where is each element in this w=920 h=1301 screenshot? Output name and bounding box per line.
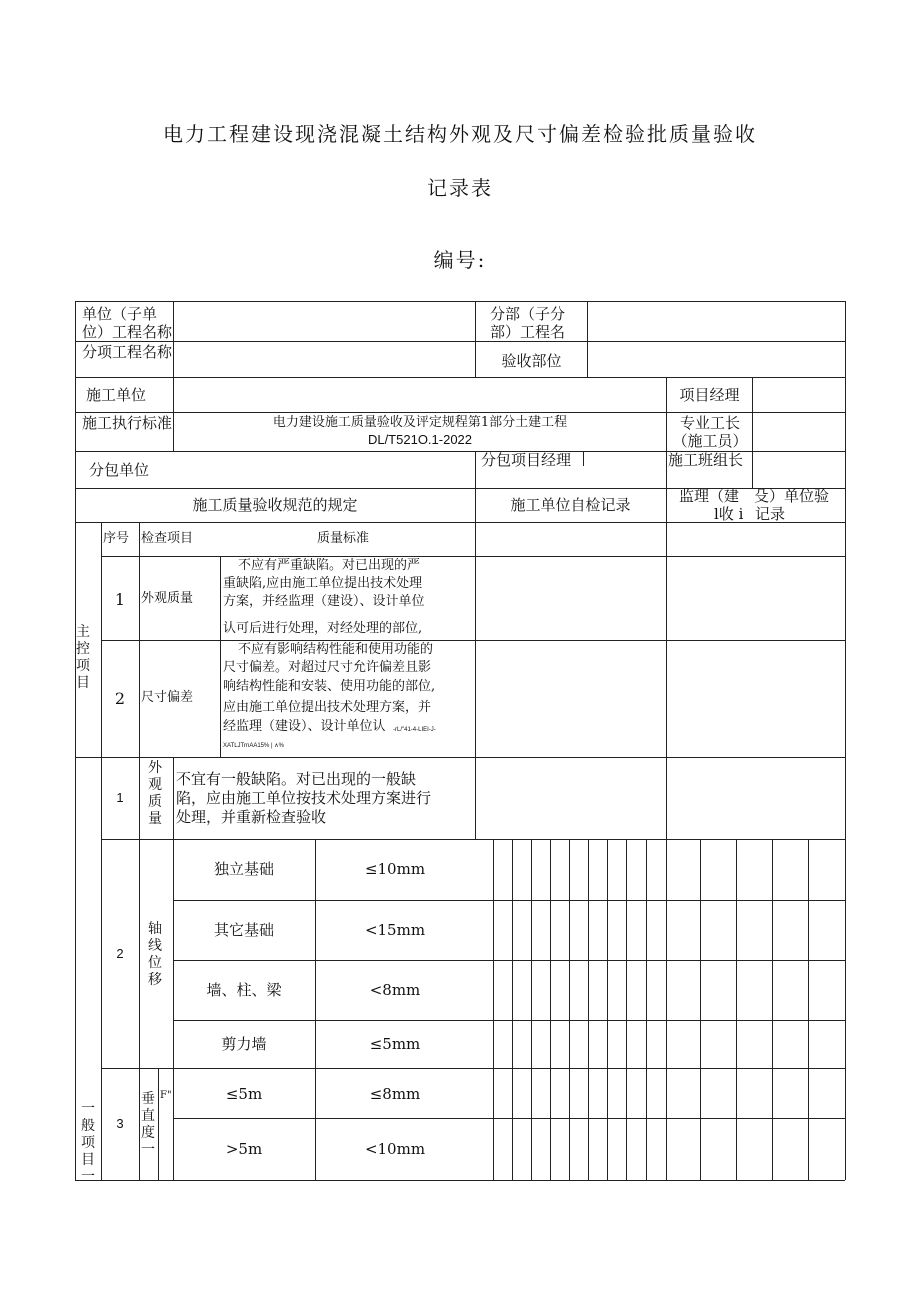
unit-name-label: 单位（子单位）工程名称 bbox=[82, 305, 173, 341]
vertical-row-2-label: >5m bbox=[225, 1140, 263, 1158]
sub-project-manager-label: 分包项目经理 bbox=[481, 451, 572, 469]
division-name-label: 分部（子分部）工程名 bbox=[490, 305, 566, 341]
subitem-name-label: 分项工程名称 bbox=[82, 343, 173, 361]
general-group-label: 一般项目一 bbox=[81, 1101, 95, 1185]
general-item-1-name: 外观质量 bbox=[148, 760, 162, 827]
supervisor-header-line1: 监理（建 bbox=[679, 487, 740, 505]
standard-value-line2: DL/T521O.1-2022 bbox=[367, 432, 473, 447]
axis-row-1-limit: ≤10mm bbox=[364, 860, 426, 878]
main-item-2-tiny-line: XATLJTrnAA15% | ∧% bbox=[223, 743, 284, 749]
main-item-2-text-5: 经监理（建设）、设计单位认 bbox=[223, 719, 386, 734]
document-title-line2: 记录表 bbox=[427, 176, 493, 200]
supervisor-header-line3: l收 i bbox=[714, 505, 744, 523]
main-item-2-text-4: 应由施工单位提出技术处理方案，并 bbox=[223, 700, 432, 715]
vertical-row-2-limit: <10mm bbox=[364, 1140, 426, 1158]
standard-column-header: 质量标准 bbox=[317, 531, 370, 546]
general-item-3-mark: F" bbox=[160, 1090, 172, 1101]
spec-column-header: 施工质量验收规范的规定 bbox=[192, 496, 358, 514]
main-item-1-text-1: 不应有严重缺陷。对已出现的严 bbox=[238, 558, 421, 573]
main-item-2-text-3: 响结构性能和安装、使用功能的部位, bbox=[223, 679, 436, 694]
main-item-2-text-2: 尺寸偏差。对超过尺寸允许偏差且影 bbox=[223, 660, 432, 675]
axis-row-2-label: 其它基础 bbox=[213, 921, 274, 939]
general-item-3-seq: 3 bbox=[116, 1116, 124, 1131]
project-manager-label: 项目经理 bbox=[679, 386, 740, 404]
self-check-column-header: 施工单位自检记录 bbox=[510, 496, 631, 514]
axis-row-3-label: 墙、柱、梁 bbox=[206, 981, 282, 999]
document-title-line1: 电力工程建设现浇混凝土结构外观及尺寸偏差检验批质量验收 bbox=[163, 122, 757, 146]
general-item-2-name: 轴线位移 bbox=[148, 921, 162, 988]
main-item-2-text-1: 不应有影响结构性能和使用功能的 bbox=[238, 642, 434, 657]
general-item-1-text-1: 不宜有一般缺陷。对已出现的一般缺 bbox=[176, 770, 417, 788]
axis-row-1-label: 独立基础 bbox=[213, 860, 274, 878]
item-column-header: 检查项目 bbox=[141, 531, 194, 546]
standard-value-line1: 电力建设施工质量验收及评定规程第1部分土建工程 bbox=[272, 415, 568, 430]
subcontractor-label: 分包单位 bbox=[89, 461, 150, 479]
vertical-row-1-label: ≤5m bbox=[225, 1085, 263, 1103]
document-number-label: 编号: bbox=[433, 248, 487, 272]
construction-unit-label: 施工单位 bbox=[86, 386, 147, 404]
main-control-group-label: 主控项目 bbox=[76, 624, 90, 691]
acceptance-part-label: 验收部位 bbox=[501, 352, 562, 370]
supervisor-header-line2: 殳）单位验 bbox=[754, 487, 830, 505]
main-item-1-name: 外观质量 bbox=[141, 591, 194, 606]
main-item-1-text-3: 方案，并经监理（建设）、设计单位 bbox=[223, 594, 425, 609]
vertical-row-1-limit: ≤8mm bbox=[369, 1085, 421, 1103]
main-item-1-text-4: 认可后进行处理，对经处理的部位, bbox=[223, 621, 423, 636]
main-item-1-text-2: 重缺陷,应由施工单位提出技术处理 bbox=[223, 576, 423, 591]
main-item-2-seq: 2 bbox=[114, 689, 126, 708]
general-item-3-name: 垂直度一 bbox=[141, 1091, 155, 1158]
team-leader-label: 施工班组长 bbox=[668, 451, 744, 469]
general-item-1-seq: 1 bbox=[116, 790, 124, 805]
main-item-1-seq: 1 bbox=[114, 590, 126, 609]
main-item-2-tiny-tail: -rL/"41-4-LIEI-J- bbox=[393, 727, 436, 733]
general-item-2-seq: 2 bbox=[116, 946, 124, 961]
axis-row-3-limit: <8mm bbox=[369, 981, 421, 999]
general-item-1-text-2: 陷，应由施工单位按技术处理方案进行 bbox=[176, 789, 432, 807]
general-item-1-text-3: 处理，并重新检查验收 bbox=[176, 808, 327, 826]
seq-column-header: 序号 bbox=[103, 531, 130, 546]
axis-row-2-limit: <15mm bbox=[364, 921, 426, 939]
main-item-2-name: 尺寸偏差 bbox=[141, 690, 194, 705]
standard-label: 施工执行标准 bbox=[82, 414, 173, 432]
axis-row-4-limit: ≤5mm bbox=[369, 1035, 421, 1053]
axis-row-4-label: 剪力墙 bbox=[221, 1035, 267, 1053]
foreman-label: 专业工长（施工员） bbox=[672, 414, 748, 450]
supervisor-header-line4: 记录 bbox=[755, 505, 786, 523]
